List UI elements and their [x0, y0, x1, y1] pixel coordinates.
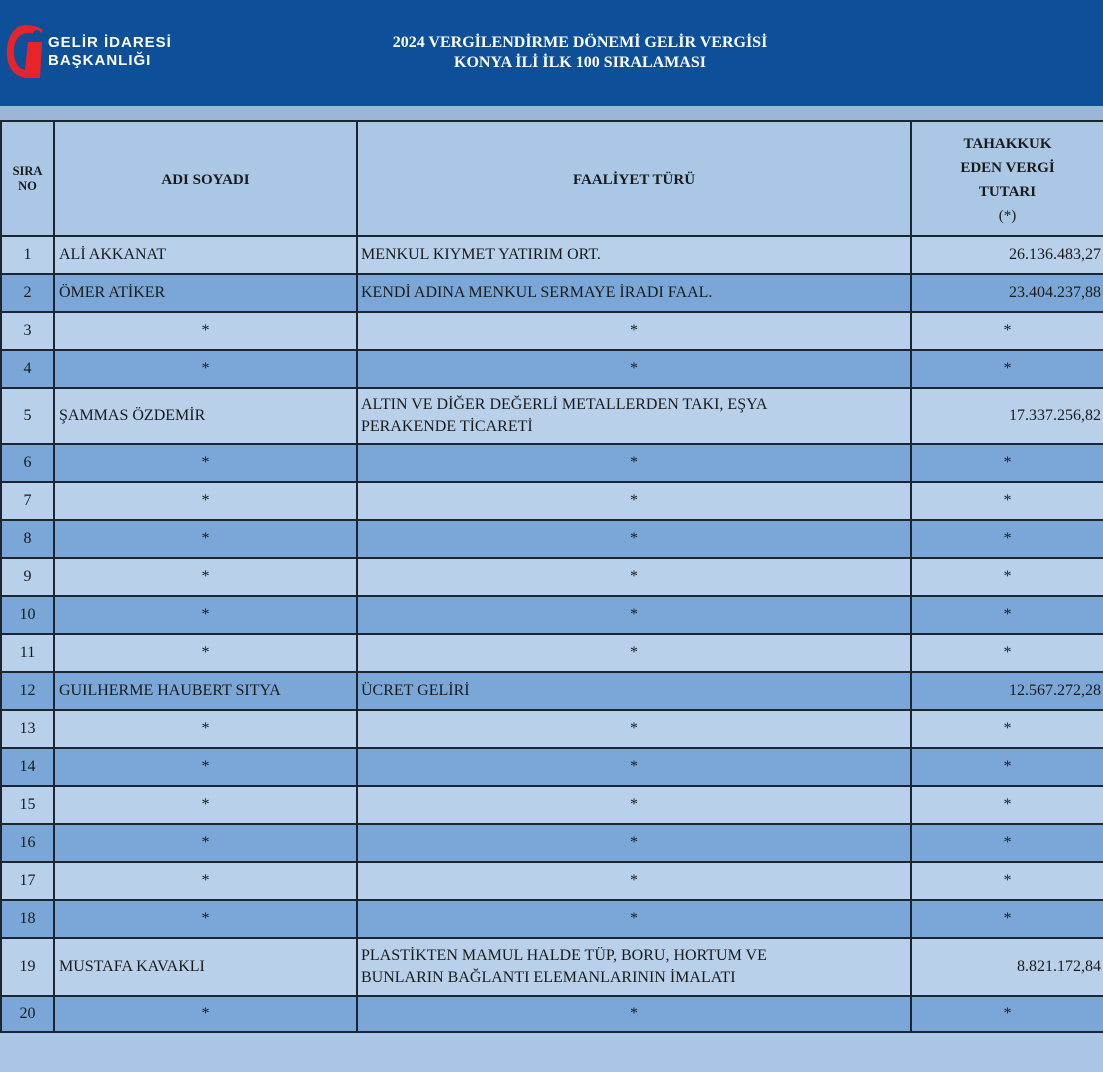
- table-row: [1, 710, 1103, 748]
- cell-no: 4: [1, 350, 54, 388]
- cell-name: ÖMER ATİKER: [54, 274, 357, 312]
- cell-amount: *: [911, 900, 1103, 938]
- cell-name: *: [54, 312, 357, 350]
- cell-amount: *: [911, 996, 1103, 1032]
- cell-amount: 26.136.483,27: [911, 236, 1103, 274]
- table-row: [1, 748, 1103, 786]
- cell-activity: *: [357, 520, 911, 558]
- header-divider: [0, 106, 1103, 120]
- cell-name: *: [54, 748, 357, 786]
- table-row: [1, 824, 1103, 862]
- gib-logo: [6, 22, 206, 82]
- cell-no: 17: [1, 862, 54, 900]
- table-row: [1, 558, 1103, 596]
- cell-no: 11: [1, 634, 54, 672]
- cell-activity: KENDİ ADINA MENKUL SERMAYE İRADI FAAL.: [357, 274, 911, 312]
- cell-no: 18: [1, 900, 54, 938]
- column-header-no: SIRA NO: [1, 121, 54, 236]
- table-row: [1, 786, 1103, 824]
- title-line-2: KONYA İLİ İLK 100 SIRALAMASI: [454, 54, 706, 71]
- page-title: [200, 33, 960, 73]
- cell-name: *: [54, 558, 357, 596]
- cell-amount: *: [911, 312, 1103, 350]
- column-header-activity: FAALİYET TÜRÜ: [357, 121, 911, 236]
- cell-activity: *: [357, 634, 911, 672]
- table-row: [1, 938, 1103, 996]
- table-row: [1, 634, 1103, 672]
- cell-name: *: [54, 350, 357, 388]
- cell-no: 19: [1, 938, 54, 996]
- cell-name: *: [54, 710, 357, 748]
- cell-activity: *: [357, 996, 911, 1032]
- logo-line-1: GELİR İDARESİ: [48, 34, 172, 51]
- cell-amount: *: [911, 748, 1103, 786]
- cell-no: 13: [1, 710, 54, 748]
- cell-activity: *: [357, 786, 911, 824]
- cell-no: 1: [1, 236, 54, 274]
- table-row: [1, 388, 1103, 444]
- cell-name: *: [54, 996, 357, 1032]
- cell-name: *: [54, 596, 357, 634]
- cell-name: ALİ AKKANAT: [54, 236, 357, 274]
- cell-no: 6: [1, 444, 54, 482]
- table-row: [1, 350, 1103, 388]
- gib-logo-mark-icon: [6, 22, 44, 78]
- cell-name: *: [54, 900, 357, 938]
- title-line-1: 2024 VERGİLENDİRME DÖNEMİ GELİR VERGİSİ: [392, 34, 768, 51]
- cell-amount: *: [911, 350, 1103, 388]
- cell-activity: *: [357, 824, 911, 862]
- cell-amount: 8.821.172,84: [911, 938, 1103, 996]
- cell-name: *: [54, 862, 357, 900]
- cell-activity: *: [357, 312, 911, 350]
- cell-no: 10: [1, 596, 54, 634]
- cell-no: 2: [1, 274, 54, 312]
- cell-amount: *: [911, 558, 1103, 596]
- cell-activity: *: [357, 482, 911, 520]
- logo-line-2: BAŞKANLIĞI: [48, 52, 152, 69]
- table-row: [1, 996, 1103, 1032]
- column-header-name: ADI SOYADI: [54, 121, 357, 236]
- cell-activity: *: [357, 862, 911, 900]
- ranking-table: [0, 120, 1103, 1033]
- table-row: [1, 862, 1103, 900]
- cell-amount: *: [911, 482, 1103, 520]
- cell-name: *: [54, 520, 357, 558]
- cell-name: *: [54, 482, 357, 520]
- table-row: [1, 236, 1103, 274]
- cell-amount: *: [911, 824, 1103, 862]
- cell-name: *: [54, 824, 357, 862]
- cell-name: *: [54, 444, 357, 482]
- cell-activity: *: [357, 900, 911, 938]
- cell-amount: *: [911, 786, 1103, 824]
- cell-no: 5: [1, 388, 54, 444]
- cell-amount: *: [911, 862, 1103, 900]
- cell-activity: *: [357, 710, 911, 748]
- cell-amount: 17.337.256,82: [911, 388, 1103, 444]
- table-row: [1, 900, 1103, 938]
- cell-no: 3: [1, 312, 54, 350]
- cell-no: 8: [1, 520, 54, 558]
- cell-name: ŞAMMAS ÖZDEMİR: [54, 388, 357, 444]
- cell-name: *: [54, 634, 357, 672]
- cell-activity: ALTIN VE DİĞER DEĞERLİ METALLERDEN TAKI, EŞYA PERAKENDE TİCARETİ: [357, 388, 911, 444]
- cell-no: 9: [1, 558, 54, 596]
- cell-activity: *: [357, 350, 911, 388]
- page-header: [0, 0, 1103, 106]
- cell-amount: *: [911, 634, 1103, 672]
- cell-no: 7: [1, 482, 54, 520]
- cell-name: *: [54, 786, 357, 824]
- cell-activity: *: [357, 444, 911, 482]
- table-row: [1, 596, 1103, 634]
- table-row: [1, 520, 1103, 558]
- cell-amount: 23.404.237,88: [911, 274, 1103, 312]
- cell-activity: MENKUL KIYMET YATIRIM ORT.: [357, 236, 911, 274]
- table-row: [1, 312, 1103, 350]
- cell-amount: *: [911, 596, 1103, 634]
- cell-activity: ÜCRET GELİRİ: [357, 672, 911, 710]
- column-header-amount: TAHAKKUK EDEN VERGİ TUTARI (*): [911, 121, 1103, 236]
- table-row: [1, 444, 1103, 482]
- cell-amount: *: [911, 444, 1103, 482]
- cell-no: 12: [1, 672, 54, 710]
- cell-activity: *: [357, 596, 911, 634]
- cell-name: GUILHERME HAUBERT SITYA: [54, 672, 357, 710]
- table-header-row: [1, 121, 1103, 236]
- cell-activity: PLASTİKTEN MAMUL HALDE TÜP, BORU, HORTUM VE BUNLARIN BAĞLANTI ELEMANLARININ İMALATI: [357, 938, 911, 996]
- cell-name: MUSTAFA KAVAKLI: [54, 938, 357, 996]
- cell-amount: 12.567.272,28: [911, 672, 1103, 710]
- table-row: [1, 482, 1103, 520]
- cell-no: 16: [1, 824, 54, 862]
- table-row: [1, 672, 1103, 710]
- cell-no: 20: [1, 996, 54, 1032]
- cell-no: 14: [1, 748, 54, 786]
- cell-amount: *: [911, 710, 1103, 748]
- table-row: [1, 274, 1103, 312]
- cell-activity: *: [357, 748, 911, 786]
- cell-no: 15: [1, 786, 54, 824]
- cell-activity: *: [357, 558, 911, 596]
- cell-amount: *: [911, 520, 1103, 558]
